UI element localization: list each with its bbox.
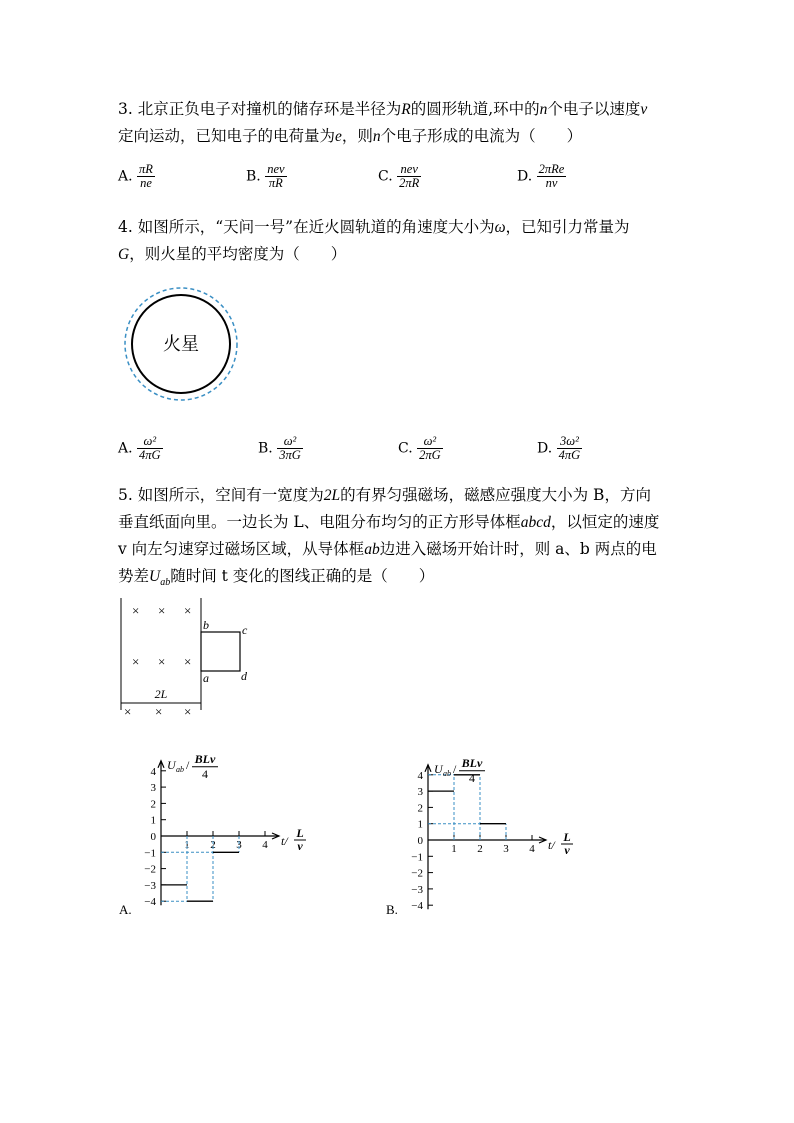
y-tick-label: −3 [144, 879, 156, 892]
y-axis-unit-den: 4 [202, 766, 208, 781]
x-axis-unit-den: v [564, 843, 570, 857]
fraction: $\frac{\pi R}{ne}$ [139, 162, 153, 190]
y-axis-label-slash: / [186, 757, 190, 772]
y-tick-label: 4 [417, 769, 423, 782]
y-axis-unit-num: BLv [461, 755, 483, 770]
fraction: $\frac{\text{ω²}}{4\pi G}$ [139, 434, 161, 462]
x-axis-unit-den: v [297, 839, 303, 853]
y-axis-label-sub: ab [176, 764, 184, 774]
question-text: 北京正负电子对撞机的储存环是半径为 [137, 100, 402, 118]
q4-option-b[interactable]: B. $\frac{\text{ω²}}{3\pi G}$ [258, 434, 301, 462]
x-tick-label: 4 [262, 839, 268, 851]
x-tick-label: 3 [503, 843, 509, 855]
field-x: × [184, 704, 192, 719]
fraction: $\frac{\text{2πRe}}{nv}$ [538, 162, 565, 190]
y-tick-label: −1 [144, 847, 156, 860]
question-text: 如图所示，“天问一号”在近火圆轨道的角速度大小为 [137, 218, 495, 236]
corner-b: b [203, 618, 209, 632]
corner-c: c [242, 623, 248, 637]
field-x: × [132, 603, 140, 618]
field-x: × [132, 654, 140, 669]
y-tick-label: 0 [417, 835, 423, 847]
y-tick-label: 2 [417, 802, 423, 815]
chart-option-b[interactable] [382, 742, 592, 920]
x-tick-label: 4 [529, 843, 535, 855]
y-axis-label-main: U [167, 757, 176, 772]
q3-option-c[interactable]: C. $\frac{\text{nev}}{2\pi R}$ [378, 162, 420, 190]
field-x: × [184, 654, 192, 669]
x-axis-unit-num: L [563, 830, 571, 844]
x-axis-label-main: t/ [281, 834, 288, 848]
y-tick-label: −4 [411, 900, 423, 913]
field-x: × [124, 704, 132, 719]
y-axis-unit-num: BLv [194, 751, 216, 766]
mars-label: 火星 [163, 334, 199, 354]
fraction: $\frac{\text{ω²}}{3\pi G}$ [279, 434, 301, 462]
question-3: 3. 北京正负电子对撞机的储存环是半径为R的圆形轨道,环中的n个电子以速度v 定向运动，已知电子的电荷量为e，则n个电子形成的电流为（ ） [118, 100, 648, 145]
field-x: × [158, 603, 166, 618]
y-tick-label: −1 [411, 851, 423, 864]
field-x: × [184, 603, 192, 618]
q3-option-b[interactable]: B. $\frac{\text{nev}}{\pi R}$ [246, 162, 285, 190]
y-tick-label: −2 [144, 863, 156, 876]
question-number: 4. [118, 218, 133, 236]
question-4: 4. 如图所示，“天问一号”在近火圆轨道的角速度大小为ω，已知引力常量为 G，则火星的平均密度为（ ） [118, 218, 630, 263]
fraction: $\frac{\text{nev}}{2\pi R}$ [399, 162, 420, 190]
y-tick-label: −4 [144, 896, 156, 909]
chart-a-option-label: A. [119, 902, 132, 917]
y-axis-label-slash: / [453, 761, 457, 776]
mars-orbit-diagram [118, 282, 248, 406]
fraction: $\frac{\text{ω²}}{2\pi G}$ [419, 434, 441, 462]
field-x: × [155, 704, 163, 719]
y-tick-label: 3 [150, 782, 156, 795]
question-5: 5. 如图所示，空间有一宽度为2L的有界匀强磁场，磁感应强度大小为 B，方向 垂直纸面向里。一边长为 L、电阻分布均匀的正方形导体框abcd，以恒定的速度 v 向左匀速穿过磁场区域，从导体框ab边进入磁场开始计时，则 a、b 两点的电 势差$U_{ab}$随时间 t 变化的图线正确的是（ ） [118, 486, 660, 589]
y-axis-label-sub: ab [443, 768, 451, 778]
y-tick-label: 0 [150, 831, 156, 843]
q4-option-a[interactable]: A. $\frac{\text{ω²}}{4\pi G}$ [118, 434, 161, 462]
field-x: × [158, 654, 166, 669]
y-tick-label: 1 [417, 818, 423, 831]
y-tick-label: −2 [411, 867, 423, 880]
y-tick-label: 2 [150, 798, 156, 811]
chart-option-a[interactable] [115, 748, 325, 918]
y-axis-label-main: U [434, 761, 443, 776]
x-tick-label: 2 [477, 843, 483, 855]
q3-option-d[interactable]: D. $\frac{\text{2πRe}}{nv}$ [517, 162, 565, 190]
corner-d: d [241, 669, 247, 683]
q4-option-c[interactable]: C. $\frac{\text{ω²}}{2\pi G}$ [398, 434, 441, 462]
y-tick-label: 4 [150, 765, 156, 778]
q3-option-a[interactable]: A. $\frac{\pi R}{ne}$ [118, 162, 153, 190]
question-number: 3. [118, 100, 133, 118]
y-tick-label: 1 [150, 814, 156, 827]
y-tick-label: −3 [411, 883, 423, 896]
x-tick-label: 2 [210, 839, 216, 851]
x-axis-label-main: t/ [548, 838, 555, 852]
width-label: 2L [154, 687, 168, 701]
corner-a: a [203, 671, 209, 685]
fraction: $\frac{\text{nev}}{\pi R}$ [267, 162, 285, 190]
question-number: 5. [118, 486, 133, 504]
fraction: $\frac{\text{3ω²}}{4\pi G}$ [558, 434, 581, 462]
conductor-frame [201, 632, 240, 671]
x-tick-label: 1 [451, 843, 457, 855]
y-axis-unit-den: 4 [469, 770, 475, 785]
x-tick-label: 3 [236, 839, 242, 851]
q4-option-d[interactable]: D. $\frac{\text{3ω²}}{4\pi G}$ [537, 434, 581, 462]
x-tick-label: 1 [184, 839, 190, 851]
x-axis-unit-num: L [296, 826, 304, 840]
y-tick-label: 3 [417, 786, 423, 799]
magnetic-field-diagram [115, 598, 265, 722]
chart-b-option-label: B. [386, 902, 398, 917]
